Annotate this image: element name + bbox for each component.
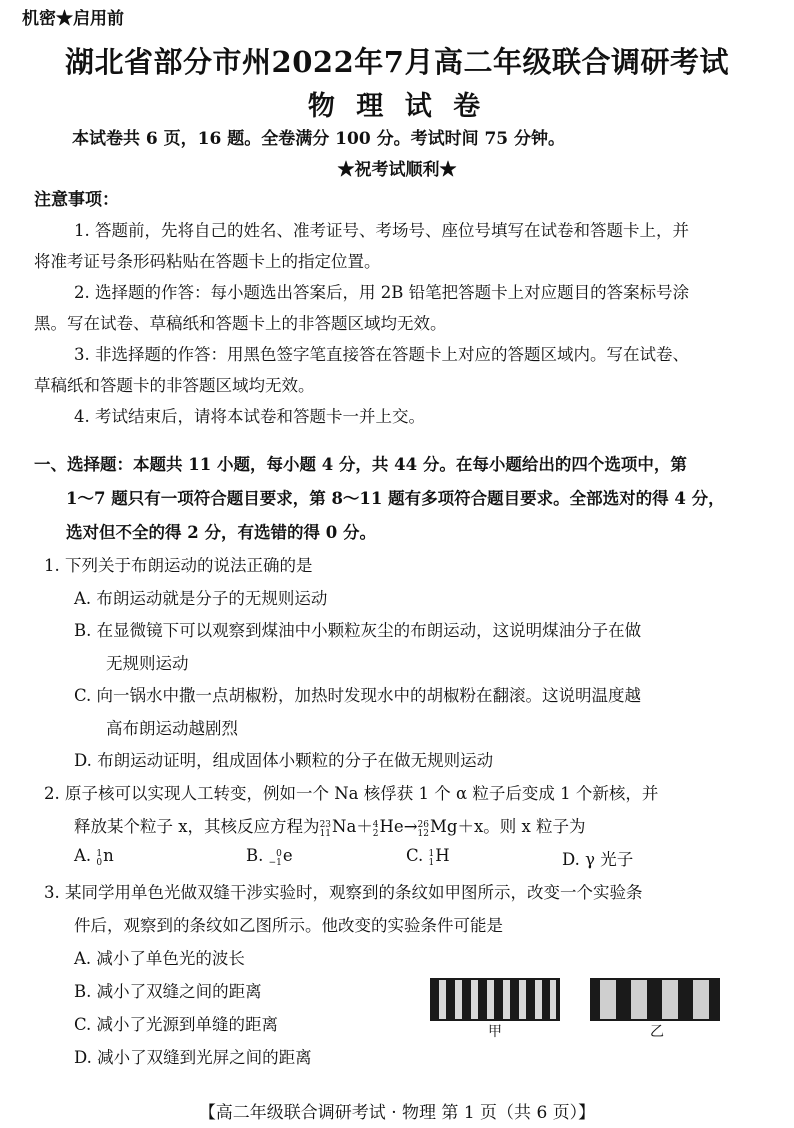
- question-3-option-b: B. 减小了双缝之间的距离: [74, 982, 262, 1001]
- question-1-option-d: D. 布朗运动证明，组成固体小颗粒的分子在做无规则运动: [74, 751, 494, 770]
- section-instruction: 一、选择题：本题共 11 小题，每小题 4 分，共 44 分。在每小题给出的四个选项中，第: [34, 455, 687, 474]
- exam-title: 湖北省部分市州2022年7月高二年级联合调研考试: [65, 45, 729, 79]
- notice-line: 黑。写在试卷、草稿纸和答题卡上的非答题区域均无效。: [34, 314, 447, 333]
- question-3-option-c: C. 减小了光源到单缝的距离: [74, 1015, 279, 1034]
- question-3-stem: 3. 某同学用单色光做双缝干涉实验时，观察到的条纹如甲图所示，改变一个实验条: [44, 883, 643, 902]
- he-nuclide-numbers: 4 2: [372, 820, 379, 839]
- fringe-label-yi: 乙: [650, 1024, 664, 1040]
- page-footer: 【高二年级联合调研考试 · 物理 第 1 页（共 6 页）】: [198, 1103, 596, 1123]
- fringe-pattern-yi: [590, 978, 720, 1021]
- question-1-option-b-cont: 无规则运动: [106, 654, 189, 673]
- notice-line: 3. 非选择题的作答：用黑色签字笔直接答在答题卡上对应的答题区域内。写在试卷、: [74, 345, 689, 364]
- notice-line: 2. 选择题的作答：每小题选出答案后，用 2B 铅笔把答题卡上对应题目的答案标号涂: [74, 283, 690, 302]
- question-2-option-b: B. 0 −1 e: [246, 846, 293, 868]
- notice-heading: 注意事项：: [34, 190, 119, 210]
- arrow-symbol: →: [403, 817, 418, 836]
- exam-info: 本试卷共 6 页，16 题。全卷满分 100 分。考试时间 75 分钟。: [72, 129, 566, 149]
- question-1-option-c: C. 向一锅水中撒一点胡椒粉，加热时发现水中的胡椒粉在翻滚。这说明温度越: [74, 686, 642, 705]
- question-2-stem: 2. 原子核可以实现人工转变，例如一个 Na 核俘获 1 个 α 粒子后变成 1 个新核，并: [44, 784, 659, 803]
- fringe-label-jia: 甲: [488, 1024, 502, 1040]
- notice-line: 将准考证号条形码粘贴在答题卡上的指定位置。: [34, 252, 381, 271]
- question-2-option-c: C. 1 1 H: [406, 846, 450, 868]
- notice-line: 1. 答题前，先将自己的姓名、准考证号、考场号、座位号填写在试卷和答题卡上，并: [74, 221, 689, 240]
- question-3-stem-cont: 件后，观察到的条纹如乙图所示。他改变的实验条件可能是: [74, 916, 503, 935]
- notice-line: 4. 考试结束后，请将本试卷和答题卡一并上交。: [74, 407, 425, 426]
- question-1-option-c-cont: 高布朗运动越剧烈: [106, 719, 238, 738]
- question-1-option-a: A. 布朗运动就是分子的无规则运动: [74, 589, 328, 608]
- na-nuclide-numbers: 23 11: [319, 820, 332, 839]
- question-2-option-a: A. 1 0 n: [74, 846, 114, 868]
- section-instruction: 1～7 题只有一项符合题目要求，第 8～11 题有多项符合题目要求。全部选对的得 4 分，: [66, 489, 725, 508]
- exam-subject: 物 理 试 卷: [307, 91, 487, 122]
- fringe-pattern-jia: [430, 978, 560, 1021]
- section-instruction: 选对但不全的得 2 分，有选错的得 0 分。: [66, 523, 376, 542]
- question-1-option-b: B. 在显微镜下可以观察到煤油中小颗粒灰尘的布朗运动，这说明煤油分子在做: [74, 621, 642, 640]
- question-2-option-d: D. γ 光子: [562, 850, 634, 869]
- good-luck-line: ★祝考试顺利★: [337, 160, 457, 180]
- question-3-option-a: A. 减小了单色光的波长: [74, 949, 245, 968]
- question-3-option-d: D. 减小了双缝到光屏之间的距离: [74, 1048, 312, 1067]
- mg-nuclide-numbers: 26 12: [417, 820, 429, 839]
- confidential-mark: 机密★启用前: [22, 9, 124, 29]
- notice-line: 草稿纸和答题卡的非答题区域均无效。: [34, 376, 315, 395]
- question-2-equation-line: 释放某个粒子 x，其核反应方程为 23 11 Na＋ 4 2 He→ 26 12 Mg＋x。则 x 粒子为: [74, 817, 586, 839]
- question-1-stem: 1. 下列关于布朗运动的说法正确的是: [44, 556, 313, 575]
